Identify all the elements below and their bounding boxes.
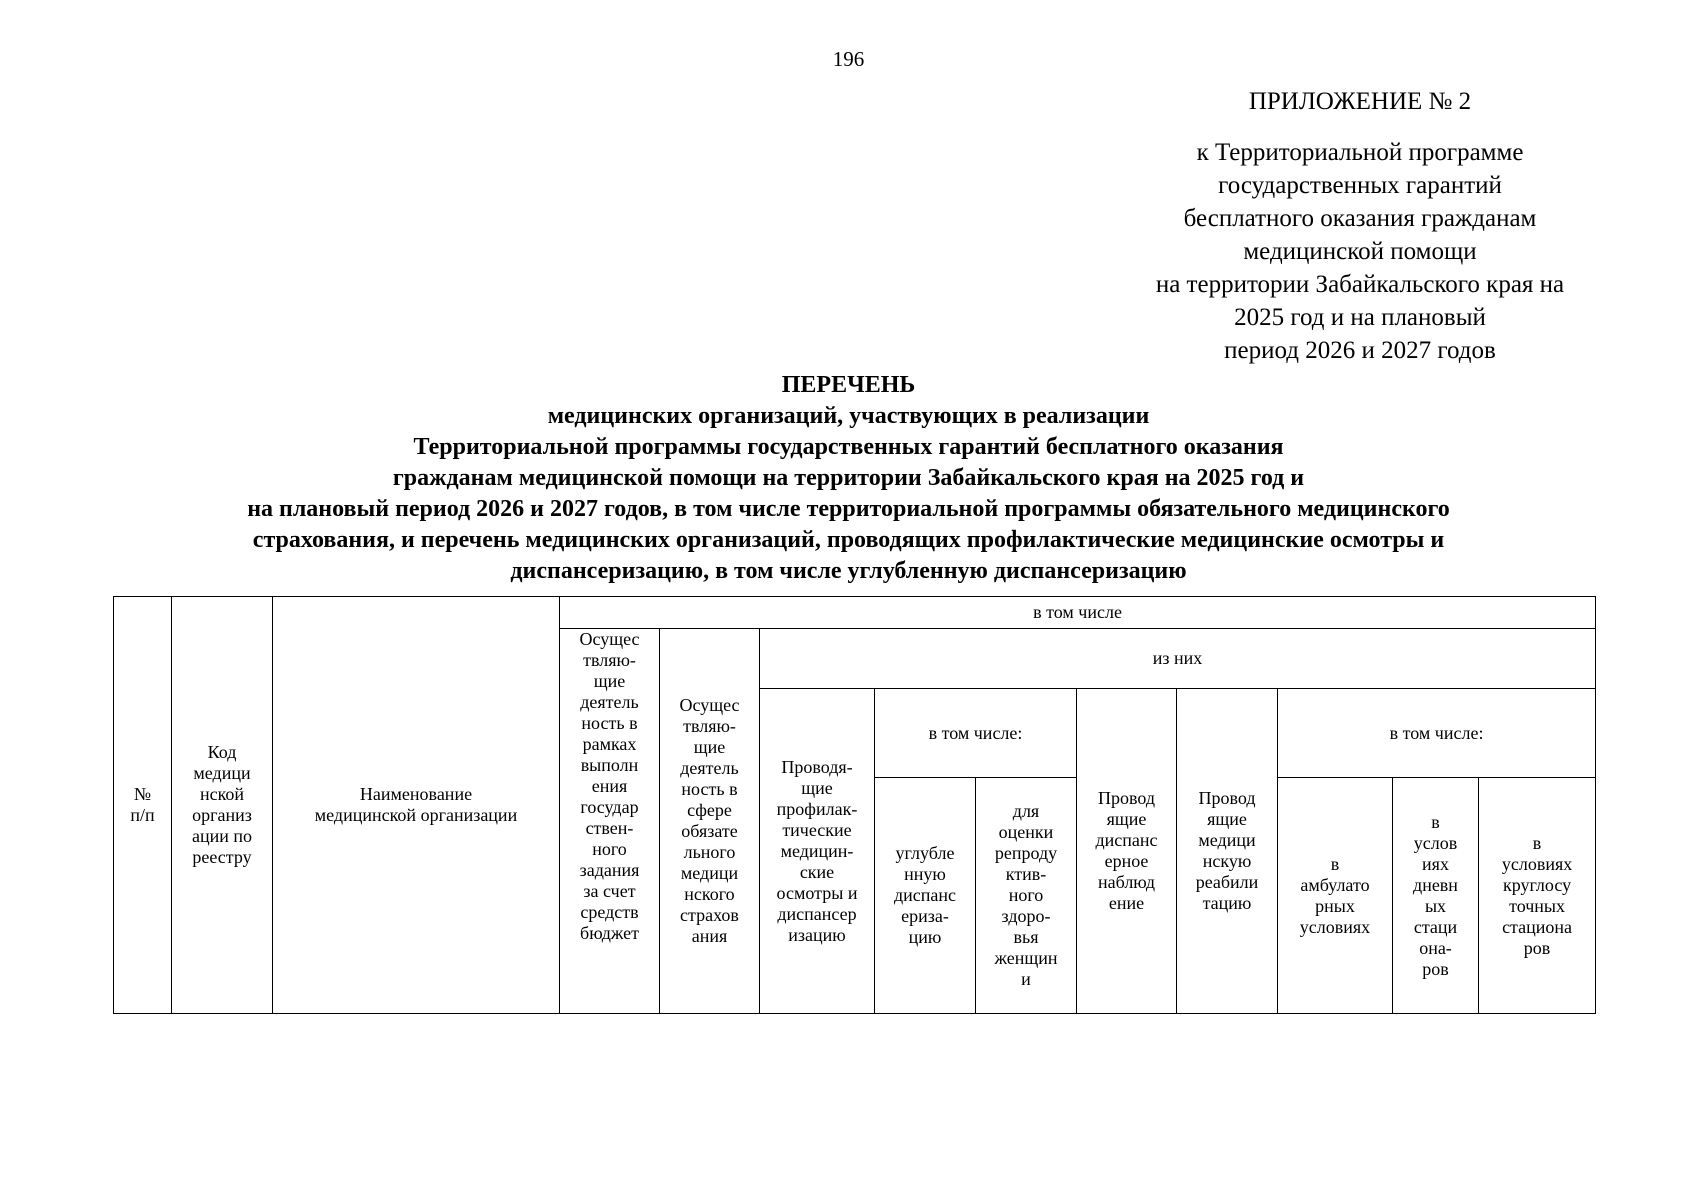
document-title-line: диспансеризацию, в том числе углубленную диспансеризацию: [510, 558, 1187, 584]
col-header-rehab: Провод ящие медици нскую реабили тацию: [1177, 689, 1278, 1014]
appendix-line: на территории Забайкальского края на: [1155, 271, 1565, 298]
document-title: [100, 370, 1597, 587]
appendix-subtitle: [1100, 136, 1620, 367]
appendix-line: государственных гарантий: [1218, 172, 1502, 199]
col-header-number: № п/п: [114, 597, 172, 1014]
document-title-line: страхования, и перечень медицинских организаций, проводящих профилактические медицинские осмотры и: [252, 527, 1445, 553]
col-header-including: в том числе: [560, 597, 1596, 629]
col-header-including-1: в том числе:: [875, 689, 1077, 778]
document-heading: ПЕРЕЧЕНЬ: [781, 372, 916, 398]
col-header-outpatient: в амбулато рных условиях: [1278, 778, 1393, 1014]
document-title-line: гражданам медицинской помощи на территории Забайкальского края на 2025 год и: [392, 465, 1305, 491]
document-title-line: Территориальной программы государственных гарантий бесплатного оказания: [413, 434, 1284, 460]
document-title-line: медицинских организаций, участвующих в реализации: [547, 403, 1150, 429]
col-header-code: Код медици нской организ ации по реестру: [172, 597, 273, 1014]
appendix-line: медицинской помощи: [1243, 238, 1477, 265]
col-header-state-task: Осущес твляю- щие деятель ность в рамках выполн ения государ ствен- ного задания за счет средств бюджет: [560, 629, 660, 1014]
organizations-table-header: [113, 596, 1596, 1014]
col-header-deep: углубле нную диспанс ериза- цию: [875, 778, 976, 1014]
col-header-preventive: Проводя- щие профилак- тические медицин- ские осмотры и диспансер изацию: [760, 689, 875, 1014]
col-header-day-hospital: в услов иях дневн ых стаци она- ров: [1393, 778, 1479, 1014]
page-number: 196: [832, 47, 865, 71]
appendix-line: 2025 год и на плановый: [1234, 304, 1486, 331]
appendix-line: бесплатного оказания гражданам: [1183, 205, 1537, 232]
appendix-line: к Территориальной программе: [1196, 139, 1524, 166]
col-header-reproductive: для оценки репроду ктив- ного здоро- вья женщин и: [976, 778, 1077, 1014]
appendix-line: период 2026 и 2027 годов: [1224, 337, 1496, 364]
col-header-of-them: из них: [760, 629, 1596, 689]
col-header-oms: Осущес твляю- щие деятель ность в сфере обязате льного медици нского страхов ания: [660, 629, 760, 1014]
col-header-including-2: в том числе:: [1278, 689, 1596, 778]
col-header-round-clock: в условиях круглосу точных стациона ров: [1479, 778, 1596, 1014]
document-title-line: на плановый период 2026 и 2027 годов, в том числе территориальной программы обязательного медицинского: [247, 496, 1450, 522]
col-header-dispensary: Провод ящие диспанс ерное наблюд ение: [1077, 689, 1177, 1014]
appendix-title: ПРИЛОЖЕНИЕ № 2: [1248, 88, 1472, 115]
col-header-name: Наименование медицинской организации: [273, 597, 560, 1014]
